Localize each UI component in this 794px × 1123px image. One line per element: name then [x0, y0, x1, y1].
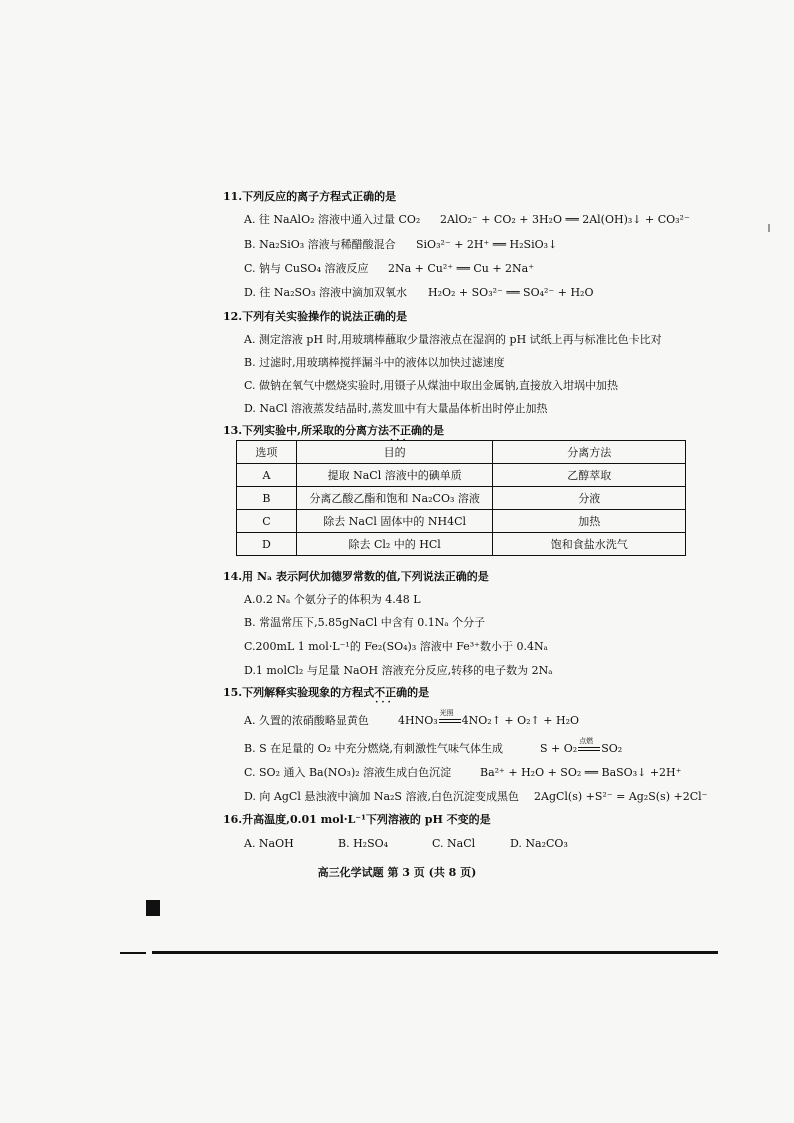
q13-stem-post: 的是	[421, 424, 444, 437]
q12-stem: 12.下列有关实验操作的说法正确的是	[223, 310, 408, 323]
table-cell: 提取 NaCl 溶液中的碘单质	[296, 464, 493, 487]
q12-option-c: C. 做钠在氧气中燃烧实验时,用镊子从煤油中取出金属钠,直接放入坩埚中加热	[244, 379, 619, 392]
q12-option-a: A. 测定溶液 pH 时,用玻璃棒蘸取少量溶液点在湿润的 pH 试纸上再与标准比色卡比对	[244, 333, 662, 346]
q15-option-c: C. SO₂ 通入 Ba(NO₃)₂ 溶液生成白色沉淀	[244, 766, 452, 779]
q11-option-a-equation: 2AlO₂⁻ + CO₂ + 3H₂O ══ 2Al(OH)₃↓ + CO₃²⁻	[440, 213, 690, 226]
q14-option-a: A.0.2 Nₐ 个氨分子的体积为 4.48 L	[244, 593, 421, 606]
table-cell: 除去 NaCl 固体中的 NH4Cl	[296, 510, 493, 533]
table-header: 分离方法	[493, 441, 686, 464]
q11-option-c-equation: 2Na + Cu²⁺ ══ Cu + 2Na⁺	[388, 262, 535, 275]
q15-b-reactants: S + O₂	[540, 742, 578, 755]
q16-option-d: D. Na₂CO₃	[510, 837, 568, 850]
q16-option-c: C. NaCl	[432, 837, 476, 850]
q15-option-a-equation	[398, 709, 580, 728]
q13-stem	[223, 424, 444, 438]
q15-a-reactants: 4HNO₃	[398, 714, 438, 727]
q14-option-d: D.1 molCl₂ 与足量 NaOH 溶液充分反应,转移的电子数为 2Nₐ	[244, 664, 553, 677]
q12-option-d: D. NaCl 溶液蒸发结晶时,蒸发皿中有大量晶体析出时停止加热	[244, 402, 548, 415]
q14-option-c: C.200mL 1 mol·L⁻¹的 Fe₂(SO₄)₃ 溶液中 Fe³⁺数小于 0.4Nₐ	[244, 640, 548, 653]
table-header: 目的	[296, 441, 493, 464]
q16-stem: 16.升高温度,0.01 mol·L⁻¹下列溶液的 pH 不变的是	[223, 813, 491, 826]
q11-option-d-equation: H₂O₂ + SO₃²⁻ ══ SO₄²⁻ + H₂O	[428, 286, 594, 299]
q14-stem: 14.用 Nₐ 表示阿伏加德罗常数的值,下列说法正确的是	[223, 570, 489, 583]
scan-mark	[768, 224, 770, 232]
q11-stem: 11.下列反应的离子方程式正确的是	[223, 190, 397, 203]
divider	[152, 951, 718, 954]
page-footer: 高三化学试题 第 3 页 (共 8 页)	[317, 866, 477, 879]
table-row	[237, 487, 686, 510]
table-cell: 饱和食盐水洗气	[493, 533, 686, 556]
q11-option-c: C. 钠与 CuSO₄ 溶液反应	[244, 262, 369, 275]
reaction-condition: 光照	[439, 709, 454, 717]
separation-table	[236, 440, 686, 556]
registration-mark	[146, 900, 160, 916]
table-cell: B	[237, 487, 297, 510]
q15-stem	[223, 686, 429, 700]
q15-stem-pre: 15.下列解释实验现象的方程式	[223, 686, 375, 699]
q14-option-b: B. 常温常压下,5.85gNaCl 中含有 0.1Nₐ 个分子	[244, 616, 486, 629]
table-cell: C	[237, 510, 297, 533]
reaction-condition: 点燃	[579, 737, 594, 745]
q15-option-b-equation	[540, 737, 623, 756]
table-cell: 加热	[493, 510, 686, 533]
q11-option-b-equation: SiO₃²⁻ + 2H⁺ ══ H₂SiO₃↓	[416, 238, 558, 251]
reaction-arrow	[577, 737, 601, 756]
table-cell: D	[237, 533, 297, 556]
table-row	[237, 464, 686, 487]
q15-option-a: A. 久置的浓硝酸略显黄色	[244, 714, 369, 727]
q11-option-d: D. 往 Na₂SO₃ 溶液中滴加双氧水	[244, 286, 407, 299]
q15-option-b: B. S 在足量的 O₂ 中充分燃烧,有刺激性气味气体生成	[244, 742, 504, 755]
reaction-arrow	[438, 709, 462, 728]
q15-b-products: SO₂	[601, 742, 623, 755]
table-cell: A	[237, 464, 297, 487]
table-cell: 分离乙酸乙酯和饱和 Na₂CO₃ 溶液	[296, 487, 493, 510]
q15-stem-post: 的是	[407, 686, 430, 699]
table-header: 选项	[237, 441, 297, 464]
q15-option-d: D. 向 AgCl 悬浊液中滴加 Na₂S 溶液,白色沉淀变成黑色	[244, 790, 519, 803]
q13-stem-pre: 13.下列实验中,所采取的分离方法	[223, 424, 389, 437]
q16-option-a: A. NaOH	[244, 837, 294, 850]
q13-stem-emphasis: 不正确 · · ·	[389, 424, 422, 437]
table-row	[237, 510, 686, 533]
table-cell: 除去 Cl₂ 中的 HCl	[296, 533, 493, 556]
q11-option-b: B. Na₂SiO₃ 溶液与稀醋酸混合	[244, 238, 396, 251]
table-cell: 乙醇萃取	[493, 464, 686, 487]
q15-option-c-equation: Ba²⁺ + H₂O + SO₂ ══ BaSO₃↓ +2H⁺	[480, 766, 682, 779]
q12-option-b: B. 过滤时,用玻璃棒搅拌漏斗中的液体以加快过滤速度	[244, 356, 505, 369]
q15-a-products: 4NO₂↑ + O₂↑ + H₂O	[461, 714, 580, 727]
q11-option-a: A. 往 NaAlO₂ 溶液中通入过量 CO₂	[244, 213, 421, 226]
table-header-row	[237, 441, 686, 464]
q16-option-b: B. H₂SO₄	[338, 837, 389, 850]
divider	[120, 952, 146, 954]
table-cell: 分液	[493, 487, 686, 510]
q15-option-d-equation: 2AgCl(s) +S²⁻ = Ag₂S(s) +2Cl⁻	[534, 790, 708, 803]
table-row	[237, 533, 686, 556]
q15-stem-emphasis: 不正确 · · ·	[374, 686, 407, 699]
